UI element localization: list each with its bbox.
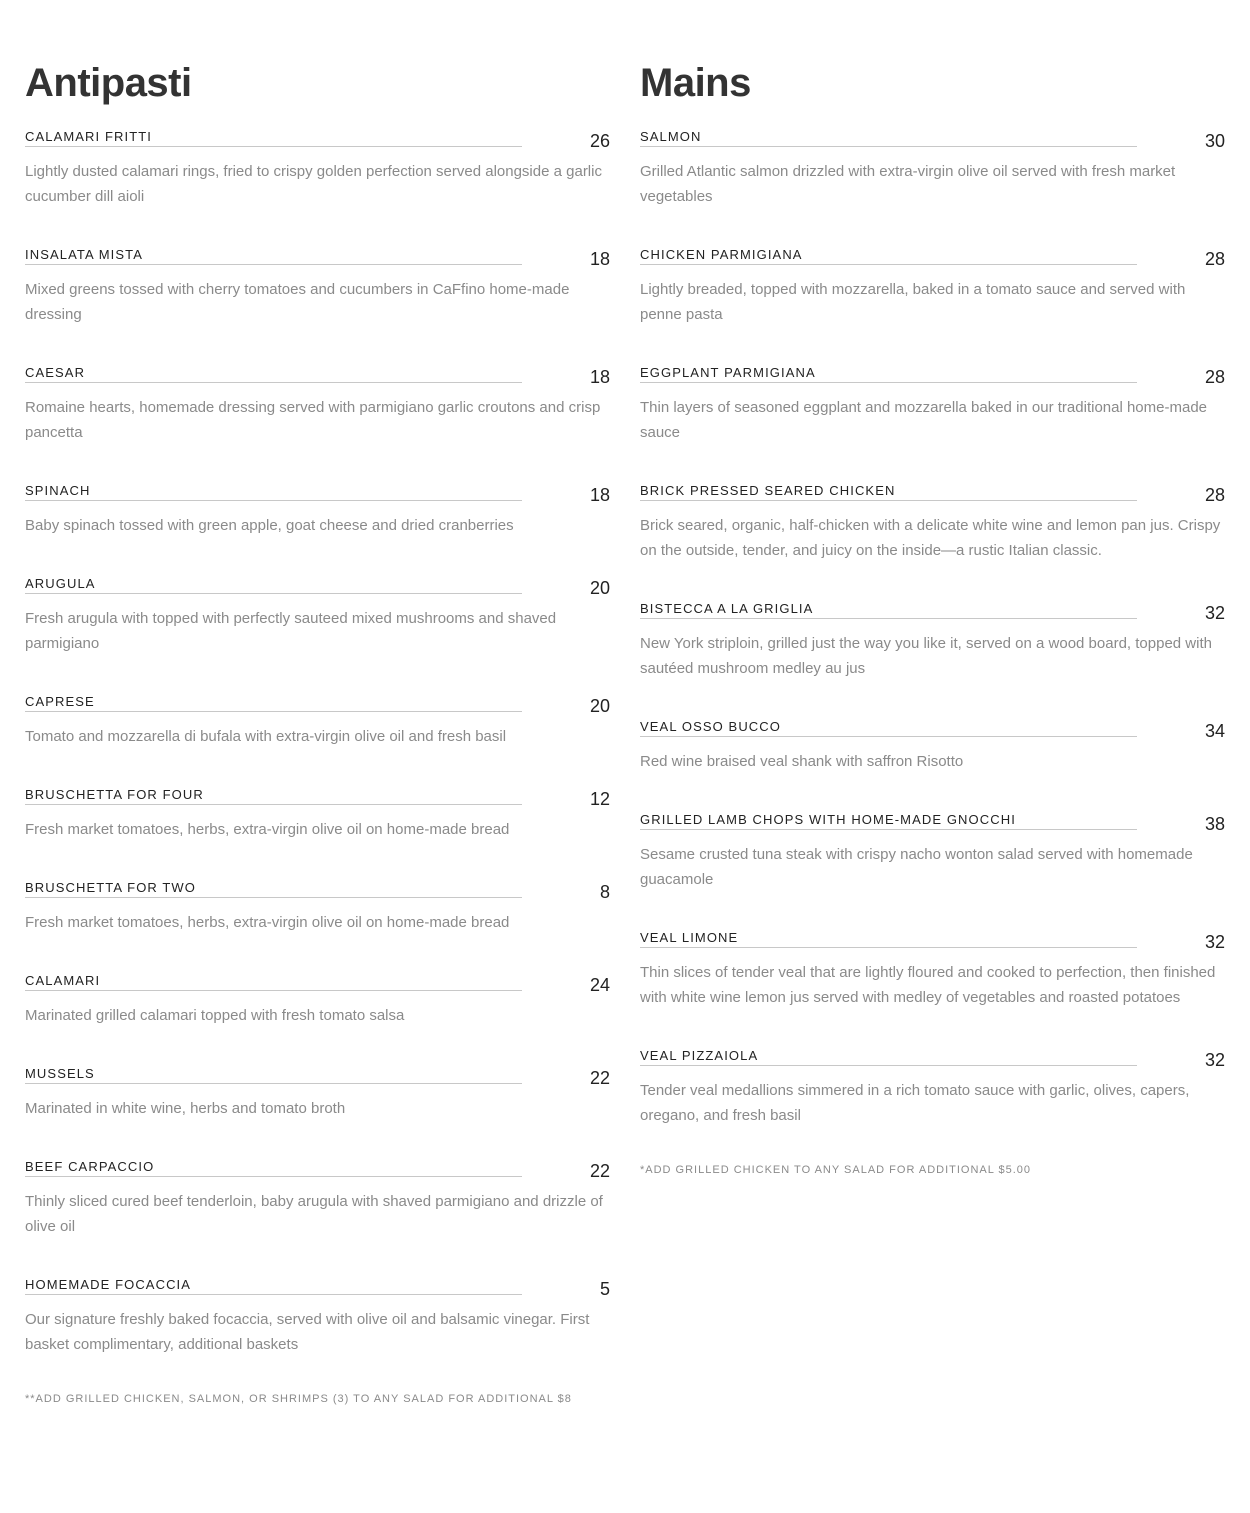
menu-item [25, 1156, 610, 1239]
menu-item [640, 927, 1225, 1010]
menu-item-description: Fresh market tomatoes, herbs, extra-virgin olive oil on home-made bread [25, 821, 510, 838]
menu-item-header [640, 126, 1225, 156]
menu-item-header [25, 691, 610, 721]
menu-item-header [640, 480, 1225, 510]
menu-item [25, 877, 610, 935]
menu-item-header [640, 1045, 1225, 1075]
menu-item-description: Marinated grilled calamari topped with fresh tomato salsa [25, 1007, 405, 1024]
menu-item-description: Tomato and mozzarella di bufala with extra-virgin olive oil and fresh basil [25, 728, 507, 745]
menu-item-name: CALAMARI [25, 973, 522, 991]
menu-item-header [640, 927, 1225, 957]
menu-item [25, 784, 610, 842]
menu-item-description: Red wine braised veal shank with saffron Risotto [640, 753, 964, 770]
menu-item-name: CAPRESE [25, 694, 522, 712]
menu-item-name: VEAL PIZZAIOLA [640, 1048, 1137, 1066]
menu-item-price: 8 [599, 882, 610, 902]
antipasti-note: **ADD GRILLED CHICKEN, SALMON, OR SHRIMPS (3) TO ANY SALAD FOR ADDITIONAL $8 [25, 1393, 572, 1405]
menu-item-price: 18 [589, 485, 610, 505]
menu-item-price: 22 [589, 1161, 610, 1181]
antipasti-title: Antipasti [25, 61, 192, 105]
menu-item-name: ARUGULA [25, 576, 522, 594]
menu-item-description: Mixed greens tossed with cherry tomatoes and cucumbers in CaFfino home-made dressing [25, 281, 570, 323]
menu-item [640, 809, 1225, 892]
menu-item-description: Marinated in white wine, herbs and tomato broth [25, 1100, 346, 1117]
antipasti-section [25, 56, 610, 1406]
menu-item-header [25, 970, 610, 1000]
menu-item-header [25, 784, 610, 814]
menu-item-description: Thin slices of tender veal that are lightly floured and cooked to perfection, then finished with white wine lemon jus served with medley of vegetables and roasted potatoes [640, 964, 1216, 1006]
menu-item-header [25, 1156, 610, 1186]
menu-item-price: 24 [589, 975, 610, 995]
menu-item [640, 480, 1225, 563]
mains-note: *ADD GRILLED CHICKEN TO ANY SALAD FOR ADDITIONAL $5.00 [640, 1164, 1032, 1176]
menu-item-price: 32 [1204, 1050, 1225, 1070]
menu-item [640, 716, 1225, 774]
menu-item [25, 126, 610, 209]
menu-item [640, 244, 1225, 327]
menu-item-header [640, 362, 1225, 392]
menu-item-description: Sesame crusted tuna steak with crispy nacho wonton salad served with homemade guacamole [640, 846, 1193, 888]
menu-item-price: 5 [599, 1279, 610, 1299]
menu-item-description: Lightly breaded, topped with mozzarella, baked in a tomato sauce and served with penne pasta [640, 281, 1186, 323]
menu-item-header [640, 809, 1225, 839]
menu-item-header [640, 716, 1225, 746]
menu-item-header [640, 244, 1225, 274]
menu-item-header [25, 573, 610, 603]
menu-item-header [25, 877, 610, 907]
menu-item-name: BISTECCA A LA GRIGLIA [640, 601, 1137, 619]
mains-title: Mains [640, 61, 751, 105]
menu-item-price: 20 [589, 696, 610, 716]
menu-item-name: MUSSELS [25, 1066, 522, 1084]
menu-item [25, 573, 610, 656]
menu-item-price: 28 [1204, 485, 1225, 505]
menu-item-header [25, 1274, 610, 1304]
menu-item-description: Baby spinach tossed with green apple, goat cheese and dried cranberries [25, 517, 514, 534]
menu-item [640, 1045, 1225, 1128]
antipasti-list [25, 126, 610, 1357]
menu-item-header [25, 1063, 610, 1093]
menu-item-description: Our signature freshly baked focaccia, served with olive oil and balsamic vinegar. First basket complimentary, additional baskets [25, 1311, 590, 1353]
menu-item-description: Romaine hearts, homemade dressing served with parmigiano garlic croutons and crisp pancetta [25, 399, 601, 441]
menu-item-header [25, 480, 610, 510]
menu-item-price: 28 [1204, 367, 1225, 387]
menu-item-price: 32 [1204, 932, 1225, 952]
mains-section [640, 56, 1225, 1177]
menu-item-name: BRUSCHETTA FOR FOUR [25, 787, 522, 805]
menu-item [25, 362, 610, 445]
menu-item-description: Grilled Atlantic salmon drizzled with extra-virgin olive oil served with fresh market vegetables [640, 163, 1176, 205]
menu-item-description: Fresh market tomatoes, herbs, extra-virgin olive oil on home-made bread [25, 914, 510, 931]
menu-item-price: 18 [589, 367, 610, 387]
menu-item-price: 22 [589, 1068, 610, 1088]
menu-item-header [25, 126, 610, 156]
menu-item-name: EGGPLANT PARMIGIANA [640, 365, 1137, 383]
menu-item-price: 26 [589, 131, 610, 151]
menu-item-description: Tender veal medallions simmered in a rich tomato sauce with garlic, olives, capers, oregano, and fresh basil [640, 1082, 1190, 1124]
menu-item-description: Lightly dusted calamari rings, fried to crispy golden perfection served alongside a garlic cucumber dill aioli [25, 163, 602, 205]
menu-item [25, 1274, 610, 1357]
menu-item [25, 244, 610, 327]
menu-item-header [25, 362, 610, 392]
menu-item-header [640, 598, 1225, 628]
menu-item-name: BEEF CARPACCIO [25, 1159, 522, 1177]
menu-item-description: Thinly sliced cured beef tenderloin, baby arugula with shaved parmigiano and drizzle of olive oil [25, 1193, 603, 1235]
menu-item [25, 480, 610, 538]
menu-item-name: SALMON [640, 129, 1137, 147]
menu-item [640, 362, 1225, 445]
menu-item-name: CALAMARI FRITTI [25, 129, 522, 147]
menu-item-name: GRILLED LAMB CHOPS WITH HOME-MADE GNOCCHI [640, 812, 1137, 830]
menu-item-price: 34 [1204, 721, 1225, 741]
menu-item-name: HOMEMADE FOCACCIA [25, 1277, 522, 1295]
menu-item-price: 18 [589, 249, 610, 269]
menu-item-price: 30 [1204, 131, 1225, 151]
menu-item [25, 691, 610, 749]
mains-list [640, 126, 1225, 1128]
menu-item-price: 32 [1204, 603, 1225, 623]
menu-item-name: CHICKEN PARMIGIANA [640, 247, 1137, 265]
menu-item-name: BRUSCHETTA FOR TWO [25, 880, 522, 898]
menu-item-description: Thin layers of seasoned eggplant and mozzarella baked in our traditional home-made sauce [640, 399, 1208, 441]
menu-item-description: New York striploin, grilled just the way you like it, served on a wood board, topped with sautéed mushroom medley au jus [640, 635, 1212, 677]
menu-item-price: 12 [589, 789, 610, 809]
menu-item-name: VEAL LIMONE [640, 930, 1137, 948]
menu-item-header [25, 244, 610, 274]
menu-item [25, 1063, 610, 1121]
menu-item-description: Fresh arugula with topped with perfectly sauteed mixed mushrooms and shaved parmigiano [25, 610, 557, 652]
menu-item-name: SPINACH [25, 483, 522, 501]
menu-item [640, 126, 1225, 209]
menu-item-price: 20 [589, 578, 610, 598]
menu-item-price: 28 [1204, 249, 1225, 269]
menu-item-name: INSALATA MISTA [25, 247, 522, 265]
menu-item [640, 598, 1225, 681]
menu-item-name: VEAL OSSO BUCCO [640, 719, 1137, 737]
menu-item [25, 970, 610, 1028]
menu-item-description: Brick seared, organic, half-chicken with a delicate white wine and lemon pan jus. Crispy on the outside, tender, and juicy on the inside—a rustic Italian classic. [640, 517, 1221, 559]
menu-item-name: CAESAR [25, 365, 522, 383]
menu-item-name: BRICK PRESSED SEARED CHICKEN [640, 483, 1137, 501]
menu-item-price: 38 [1204, 814, 1225, 834]
